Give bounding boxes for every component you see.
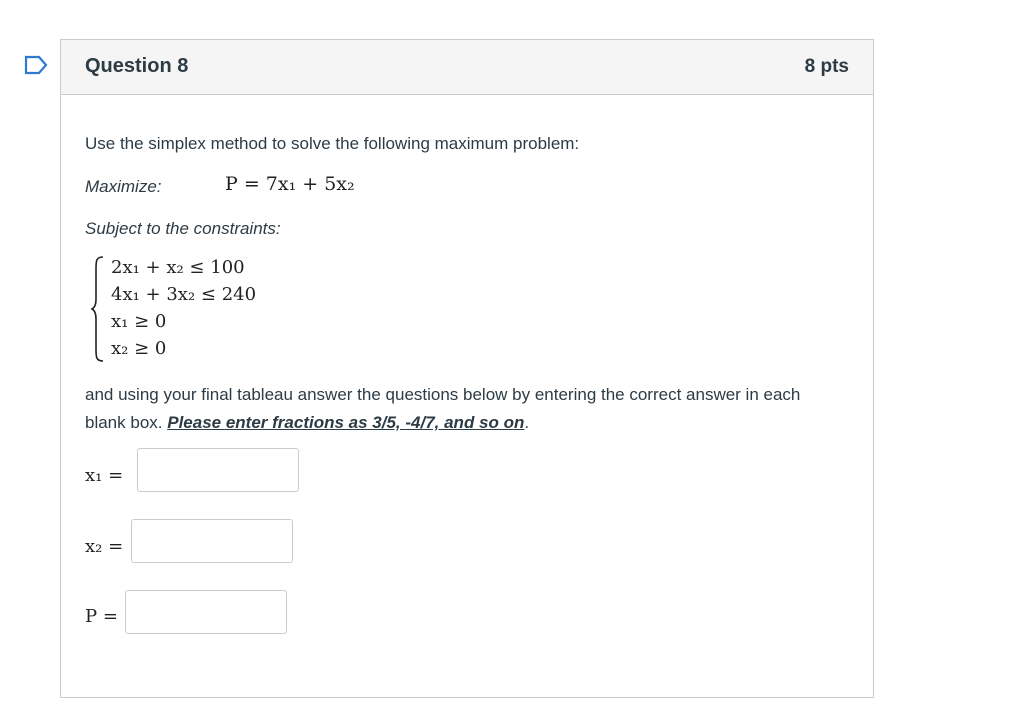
p-label: P = [85,606,118,627]
question-card [60,39,874,698]
question-title: Question 8 [85,55,189,77]
objective-function: P = 7x₁ + 5x₂ [225,173,355,195]
p-answer-input[interactable] [125,590,287,634]
instructions-text: and using your final tableau answer the questions below by entering the correct answer in each blank box. [85,385,801,432]
constraint-2: 4x₁ + 3x₂ ≤ 240 [111,284,257,305]
constraint-1: 2x₁ + x₂ ≤ 100 [111,257,245,278]
question-points: 8 pts [804,56,849,77]
constraints-label: Subject to the constraints: [85,219,281,238]
x1-answer-input[interactable] [137,448,299,492]
constraint-4: x₂ ≥ 0 [111,338,167,359]
question-intro: Use the simplex method to solve the following maximum problem: [85,134,580,153]
question-header [61,40,873,95]
instructions-end: . [524,413,530,432]
left-brace-icon [91,255,105,363]
maximize-label: Maximize: [85,177,162,196]
x2-answer-input[interactable] [131,519,293,563]
constraint-system [91,255,291,365]
x2-label: x₂ = [85,536,124,557]
instructions [85,381,845,437]
fraction-format-note: Please enter fractions as 3/5, -4/7, and so on [167,413,525,432]
constraint-3: x₁ ≥ 0 [111,311,167,332]
x1-label: x₁ = [85,465,124,486]
flag-icon[interactable] [24,55,48,75]
